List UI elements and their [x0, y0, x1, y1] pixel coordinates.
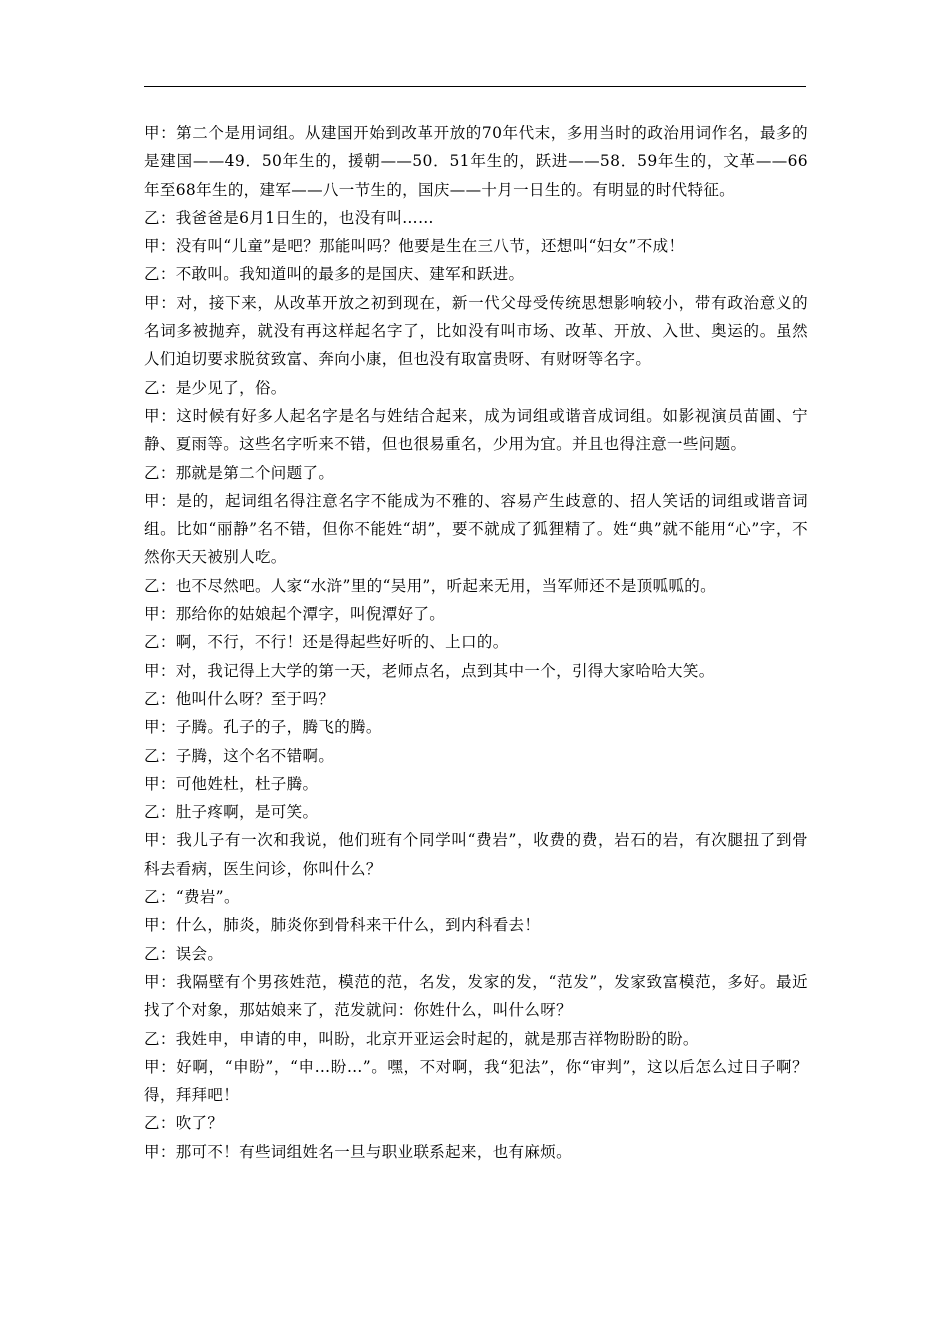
document-body — [144, 119, 808, 1166]
paragraph: 乙：子腾，这个名不错啊。 — [144, 746, 335, 765]
paragraph: 乙：我爸爸是6月1日生的，也没有叫…… — [144, 208, 434, 227]
paragraph: 乙：啊，不行，不行！还是得起些好听的、上口的。 — [144, 633, 509, 652]
paragraph: 甲：可他姓杜，杜子腾。 — [144, 774, 319, 793]
paragraph: 乙：吹了？ — [144, 1114, 224, 1133]
paragraph: 乙：误会。 — [144, 944, 224, 963]
paragraph: 甲：子腾。孔子的子，腾飞的腾。 — [144, 718, 382, 737]
paragraph: 甲：什么，肺炎，肺炎你到骨科来干什么，到内科看去！ — [144, 916, 541, 935]
header-rule — [144, 86, 806, 87]
paragraph: 甲：我儿子有一次和我说，他们班有个同学叫“费岩”，收费的费，岩石的岩，有次腿扭了到骨科去看病，医生问诊，你叫什么？ — [144, 831, 808, 878]
paragraph: 甲：我隔壁有个男孩姓范，模范的范，名发，发家的发，“范发”，发家致富模范，多好。最近找了个对象，那姑娘来了，范发就问：你姓什么，叫什么呀？ — [144, 972, 808, 1020]
paragraph: 甲：好啊，“申盼”，“申…盼…”。嘿，不对啊，我“犯法”，你“审判”，这以后怎么过日子啊？得，拜拜吧！ — [144, 1057, 808, 1105]
paragraph: 乙：他叫什么呀？至于吗？ — [144, 689, 335, 708]
paragraph: 甲：那给你的姑娘起个潭字，叫倪潭好了。 — [144, 605, 446, 624]
paragraph: 甲：是的，起词组名得注意名字不能成为不雅的、容易产生歧意的、招人笑话的词组或谐音词组。比如“丽静”名不错，但你不能姓“胡”，要不就成了狐狸精了。姓“典”就不能用“心”字，不然你天天被别人吃。 — [144, 491, 808, 567]
paragraph: 甲：第二个是用词组。从建国开始到改革开放的70年代末，多用当时的政治用词作名，最多的是建国——49．50年生的，援朝——50．51年生的，跃进——58．59年生的，文革——66年至68年生的，建军——八一节生的，国庆——十月一日生的。有明显的时代特征。 — [144, 124, 808, 199]
paragraph: 乙：肚子疼啊，是可笑。 — [144, 803, 319, 822]
paragraph: 乙：不敢叫。我知道叫的最多的是国庆、建军和跃进。 — [144, 265, 525, 284]
paragraph: 甲：这时候有好多人起名字是名与姓结合起来，成为词组或谐音成词组。如影视演员苗圃、宁静、夏雨等。这些名字听来不错，但也很易重名，少用为宜。并且也得注意一些问题。 — [144, 406, 808, 454]
paragraph: 甲：那可不！有些词组姓名一旦与职业联系起来，也有麻烦。 — [144, 1142, 572, 1161]
paragraph: 甲：没有叫“儿童”是吧？那能叫吗？他要是生在三八节，还想叫“妇女”不成！ — [144, 237, 685, 256]
paragraph: 乙：是少见了，俗。 — [144, 378, 287, 397]
paragraph: 甲：对，我记得上大学的第一天，老师点名，点到其中一个，引得大家哈哈大笑。 — [144, 661, 715, 680]
paragraph: 乙：我姓申，申请的申，叫盼，北京开亚运会时起的，就是那吉祥物盼盼的盼。 — [144, 1029, 699, 1048]
paragraph: 乙：那就是第二个问题了。 — [144, 463, 335, 482]
paragraph: 甲：对，接下来，从改革开放之初到现在，新一代父母受传统思想影响较小，带有政治意义的名词多被抛弃，就没有再这样起名字了，比如没有叫市场、改革、开放、入世、奥运的。虽然人们迫切要求脱贫致富、奔向小康，但也没有取富贵呀、有财呀等名字。 — [144, 293, 808, 369]
paragraph: 乙：“费岩”。 — [144, 888, 240, 907]
paragraph: 乙：也不尽然吧。人家“水浒”里的“吴用”，听起来无用，当军师还不是顶呱呱的。 — [144, 576, 716, 595]
